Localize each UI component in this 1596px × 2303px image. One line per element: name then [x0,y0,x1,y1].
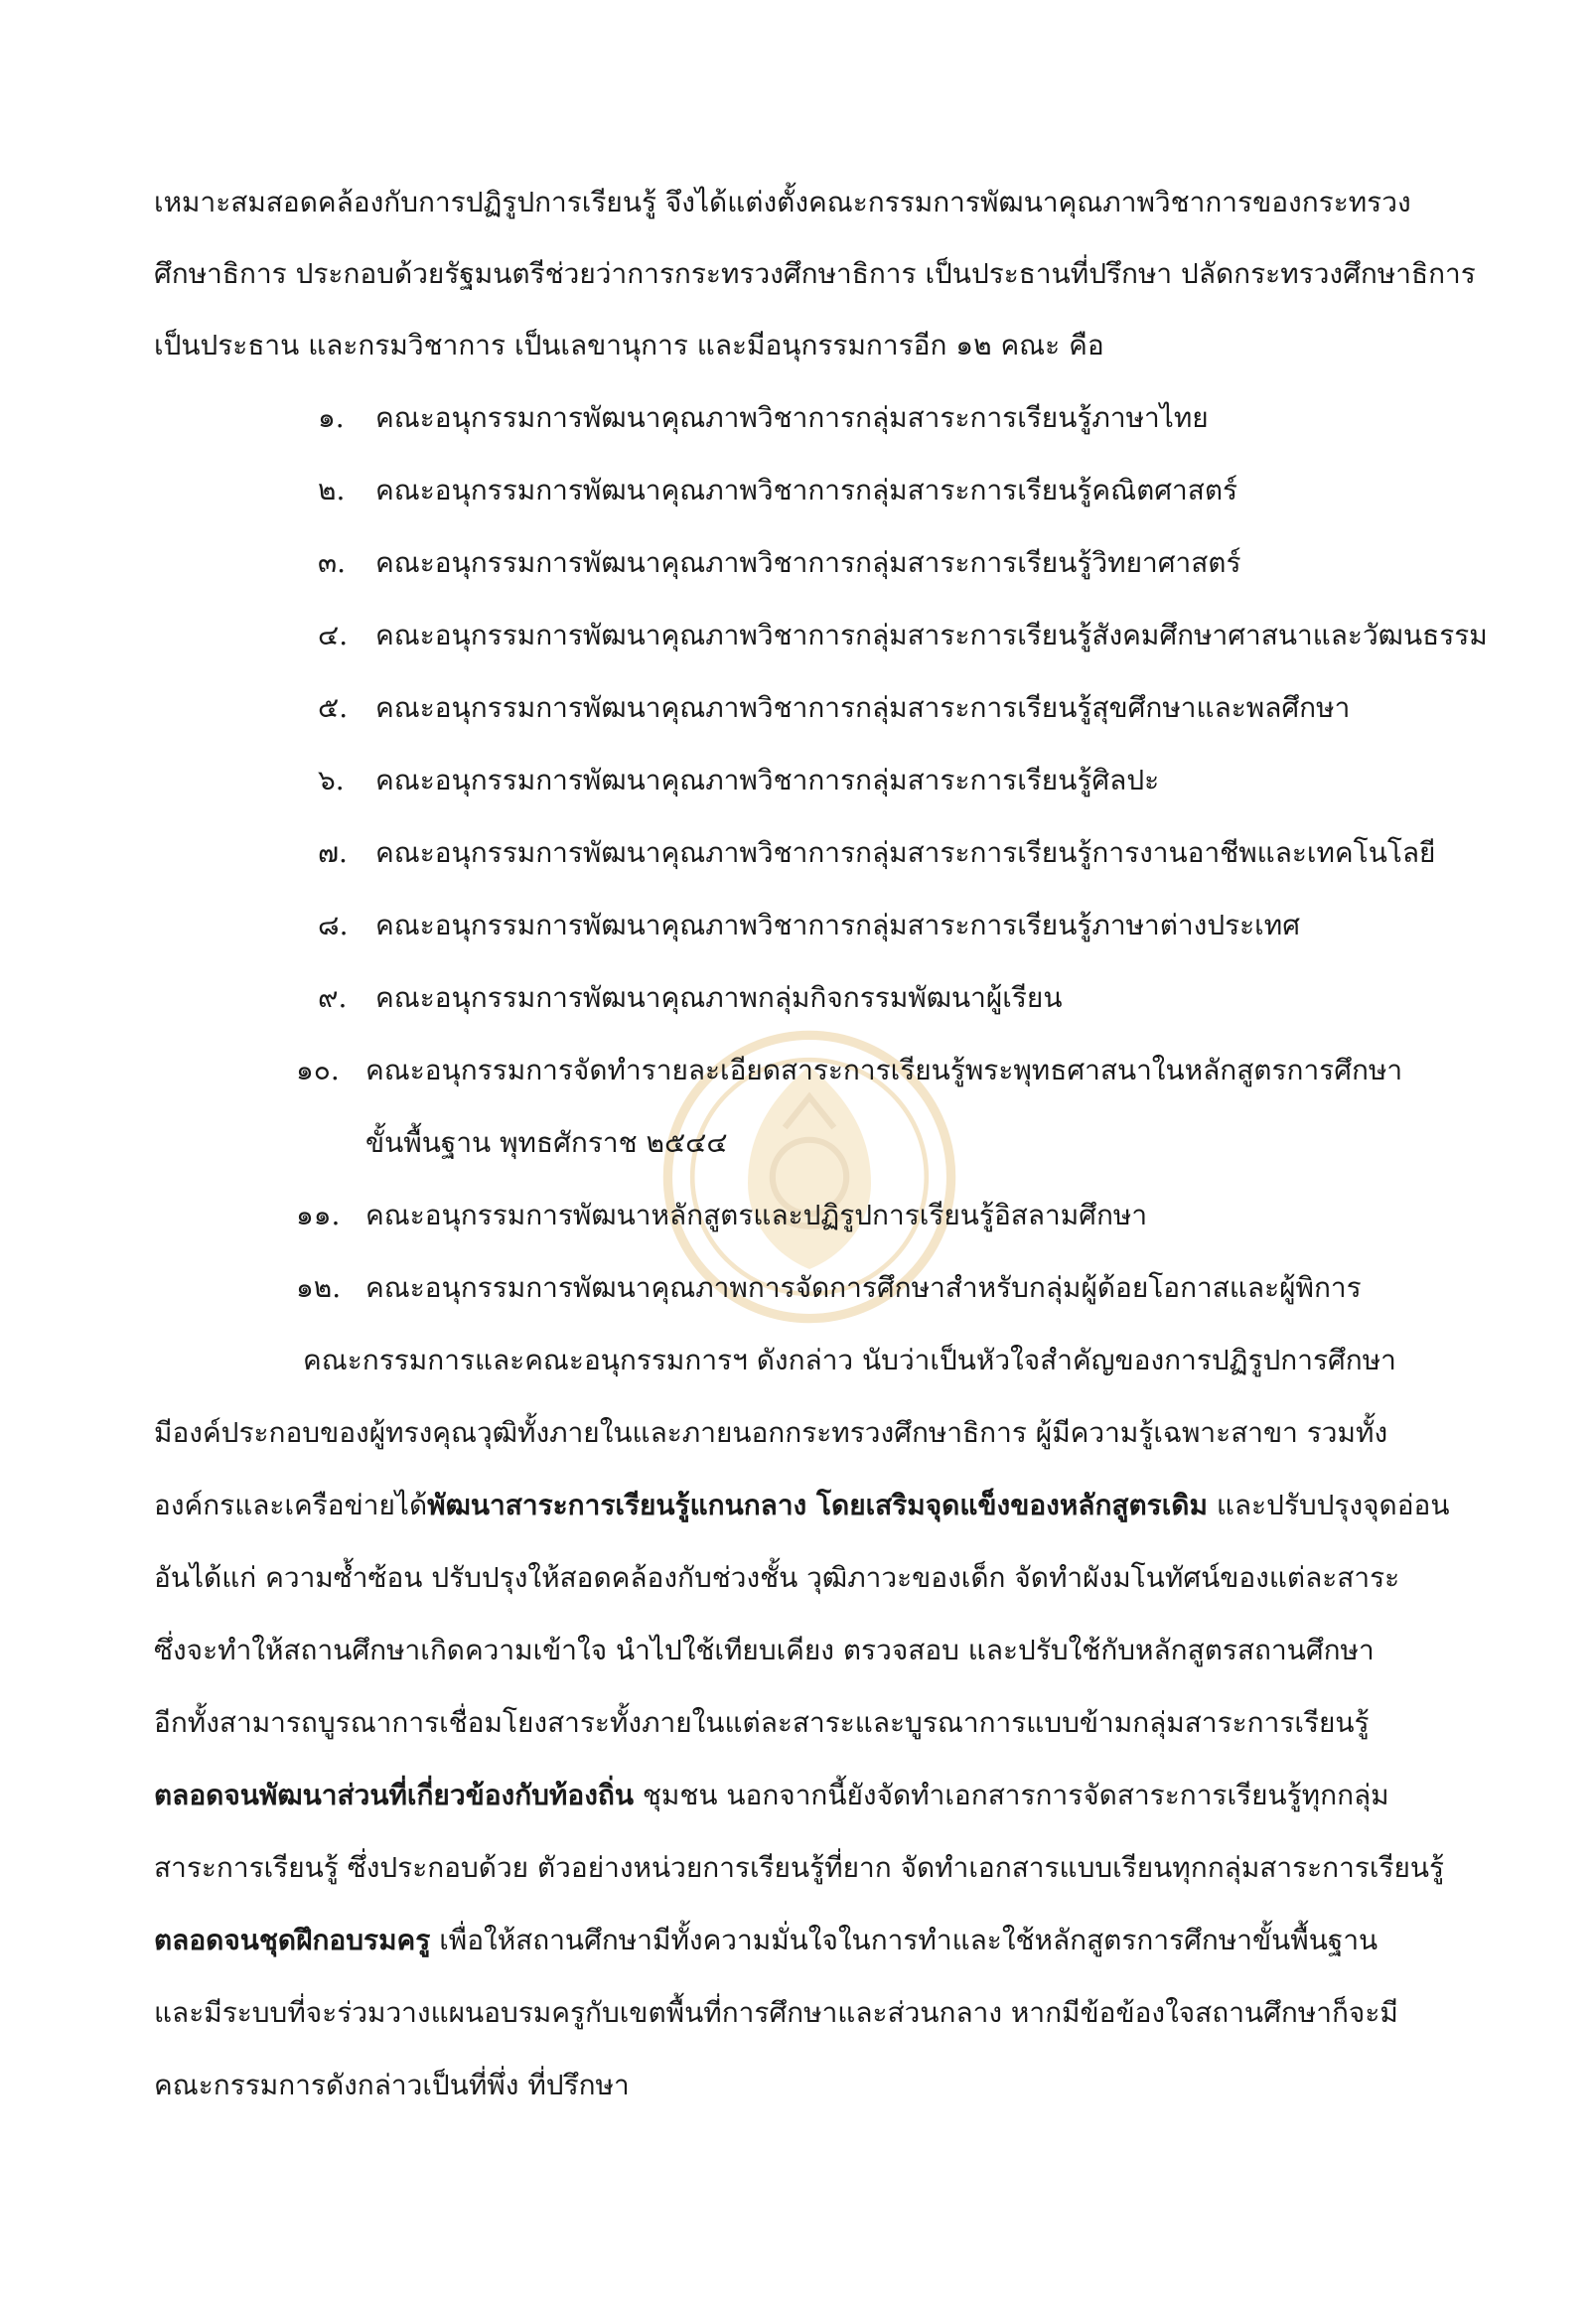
intro-line-2: ศึกษาธิการ ประกอบด้วยรัฐมนตรีช่วยว่าการกระทรวงศึกษาธิการ เป็นประธานที่ปรึกษา ปลัดกระทรวงศึกษาธิการ [154,257,1476,290]
committee-text: คณะอนุกรรมการจัดทำรายละเอียดสาระการเรียนรู้พระพุทธศาสนาในหลักสูตรการศึกษา [365,1054,1403,1086]
committee-item-5 [318,690,1350,726]
body-line-3-emphasis: พัฒนาสาระการเรียนรู้แกนกลาง โดยเสริมจุดแข็งของหลักสูตรเดิม [427,1489,1208,1521]
body-line-4: อันได้แก่ ความซ้ำซ้อน ปรับปรุงให้สอดคล้องกับช่วงชั้น วุฒิภาวะของเด็ก จัดทำผังมโนทัศน์ของแต่ละสาระ [154,1561,1400,1594]
committee-item-11 [296,1198,1147,1233]
committee-text: คณะอนุกรรมการพัฒนาคุณภาพวิชาการกลุ่มสาระการเรียนรู้ภาษาต่างประเทศ [375,909,1300,941]
body-line-2: มีองค์ประกอบของผู้ทรงคุณวุฒิทั้งภายในและภายนอกกระทรวงศึกษาธิการ ผู้มีความรู้เฉพาะสาขา รวมทั้ง [154,1416,1388,1449]
committee-text: คณะอนุกรรมการพัฒนาคุณภาพการจัดการศึกษาสำหรับกลุ่มผู้ด้อยโอกาสและผู้พิการ [365,1271,1362,1304]
committee-item-9 [318,980,1062,1016]
committee-number: ๑๑. [296,1199,341,1231]
body-line-3-end: และปรับปรุงจุดอ่อน [1207,1489,1450,1521]
committee-text: คณะอนุกรรมการพัฒนาคุณภาพวิชาการกลุ่มสาระการเรียนรู้วิทยาศาสตร์ [375,546,1241,579]
body-line-3-start: องค์กรและเครือข่ายได้ [154,1489,428,1521]
committee-number: ๖. [318,764,345,796]
body-line-11: คณะกรรมการดังกล่าวเป็นที่พึ่ง ที่ปรึกษา [154,2069,630,2101]
committee-item-3 [318,545,1241,581]
body-line-9-emphasis: ตลอดจนชุดฝึกอบรมครู [154,1924,431,1956]
committee-text: คณะอนุกรรมการพัฒนาคุณภาพวิชาการกลุ่มสาระการเรียนรู้คณิตศาสตร์ [375,474,1238,506]
body-line-8: สาระการเรียนรู้ ซึ่งประกอบด้วย ตัวอย่างหน่วยการเรียนรู้ที่ยาก จัดทำเอกสารแบบเรียนทุกกลุ่มสาระการเรียนรู้ [154,1851,1445,1884]
committee-text: คณะอนุกรรมการพัฒนาคุณภาพวิชาการกลุ่มสาระการเรียนรู้ศิลปะ [375,764,1160,796]
committee-number: ๔. [318,619,349,651]
committee-number: ๑๐. [296,1054,340,1086]
committee-item-8 [318,908,1300,943]
committee-item-12 [296,1270,1362,1306]
body-line-3 [154,1488,1450,1523]
body-line-7-emphasis: ตลอดจนพัฒนาส่วนที่เกี่ยวข้องกับท้องถิ่น [154,1779,634,1811]
committee-text: คณะอนุกรรมการพัฒนาคุณภาพวิชาการกลุ่มสาระการเรียนรู้สังคมศึกษาศาสนาและวัฒนธรรม [375,619,1488,651]
committee-number: ๙. [318,981,348,1014]
committee-item-1 [318,400,1209,436]
intro-line-3: เป็นประธาน และกรมวิชาการ เป็นเลขานุการ และมีอนุกรรมการอีก ๑๒ คณะ คือ [154,329,1104,361]
committee-number: ๘. [318,909,349,941]
committee-item-6 [318,763,1159,798]
committee-number: ๓. [318,546,347,579]
committee-number: ๑. [318,401,345,434]
committee-item-10 [296,1053,1402,1088]
committee-text: คณะอนุกรรมการพัฒนาคุณภาพวิชาการกลุ่มสาระการเรียนรู้การงานอาชีพและเทคโนโลยี [375,836,1436,869]
committee-number: ๒. [318,474,346,506]
body-line-5: ซึ่งจะทำให้สถานศึกษาเกิดความเข้าใจ นำไปใช้เทียบเคียง ตรวจสอบ และปรับใช้กับหลักสูตรสถานศึกษา [154,1634,1375,1666]
committee-text: คณะอนุกรรมการพัฒนาคุณภาพกลุ่มกิจกรรมพัฒนาผู้เรียน [375,981,1063,1014]
committee-number: ๑๒. [296,1271,342,1304]
body-line-9 [154,1923,1445,1958]
body-line-9-end: เพื่อให้สถานศึกษามีทั้งความมั่นใจในการทำและใช้หลักสูตรการศึกษาขั้นพื้นฐาน [430,1924,1378,1956]
committee-text: คณะอนุกรรมการพัฒนาหลักสูตรและปฏิรูปการเรียนรู้อิสลามศึกษา [365,1199,1148,1231]
body-line-7-end: ชุมชน นอกจากนี้ยังจัดทำเอกสารการจัดสาระการเรียนรู้ทุกกลุ่ม [633,1779,1389,1811]
committee-number: ๕. [318,691,349,724]
committee-item-10-continued: ขั้นพื้นฐาน พุทธศักราช ๒๕๔๔ [365,1126,728,1159]
committee-item-7 [318,835,1435,871]
committee-number: ๗. [318,836,348,869]
intro-line-1: เหมาะสมสอดคล้องกับการปฏิรูปการเรียนรู้ จึงได้แต่งตั้งคณะกรรมการพัฒนาคุณภาพวิชาการของกระทรวง [154,186,1411,218]
body-line-6: อีกทั้งสามารถบูรณาการเชื่อมโยงสาระทั้งภายในแต่ละสาระและบูรณาการแบบข้ามกลุ่มสาระการเรียนรู้ [154,1706,1370,1739]
committee-item-4 [318,618,1488,653]
committee-text: คณะอนุกรรมการพัฒนาคุณภาพวิชาการกลุ่มสาระการเรียนรู้ภาษาไทย [375,401,1209,434]
body-line-7 [154,1778,1445,1813]
body-line-1: คณะกรรมการและคณะอนุกรรมการฯ ดังกล่าว นับว่าเป็นหัวใจสำคัญของการปฏิรูปการศึกษา [303,1344,1396,1376]
body-line-10: และมีระบบที่จะร่วมวางแผนอบรมครูกับเขตพื้นที่การศึกษาและส่วนกลาง หากมีข้อข้องใจสถานศึกษาก็จะมี [154,1996,1398,2029]
committee-text: คณะอนุกรรมการพัฒนาคุณภาพวิชาการกลุ่มสาระการเรียนรู้สุขศึกษาและพลศึกษา [375,691,1351,724]
committee-item-2 [318,473,1237,508]
